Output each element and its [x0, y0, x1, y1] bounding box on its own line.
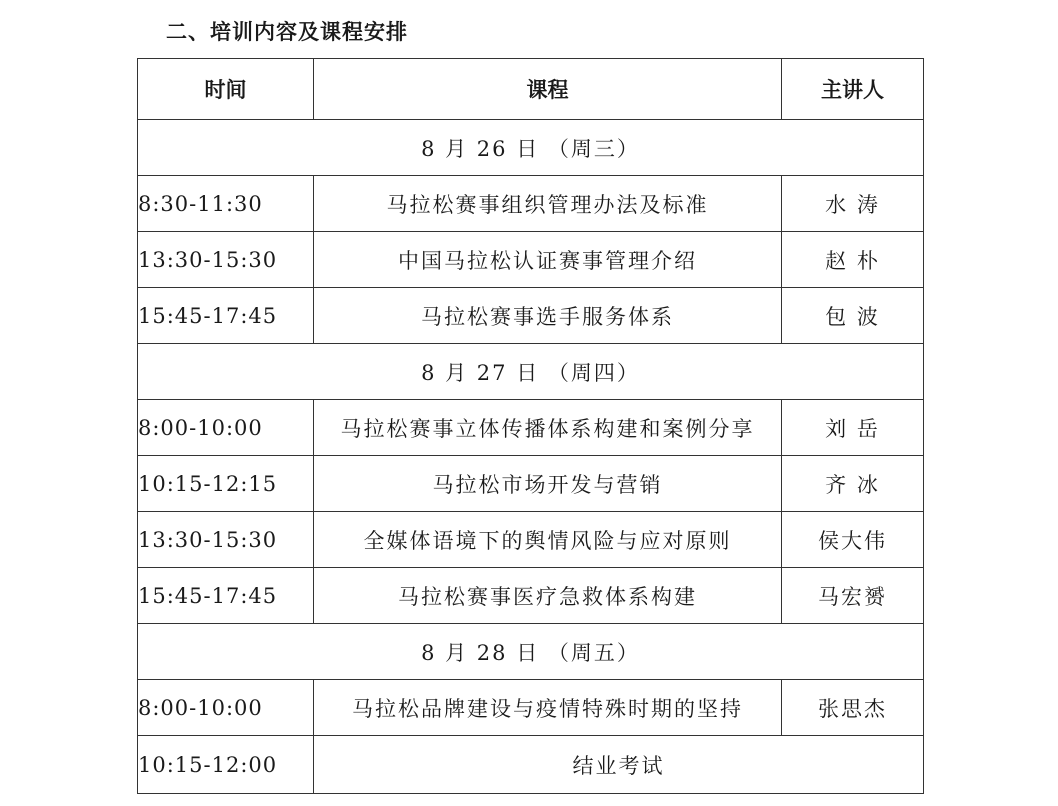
- table-row: [138, 400, 924, 456]
- session-course: 马拉松品牌建设与疫情特殊时期的坚持: [314, 680, 782, 736]
- table-row: [138, 512, 924, 568]
- schedule-table: [137, 58, 924, 794]
- session-course: 马拉松赛事立体传播体系构建和案例分享: [314, 400, 782, 456]
- session-course: 结业考试: [314, 736, 924, 794]
- table-row: [138, 288, 924, 344]
- session-speaker: 侯大伟: [782, 512, 924, 568]
- column-header-time: 时间: [138, 59, 314, 120]
- session-course: 马拉松赛事组织管理办法及标准: [314, 176, 782, 232]
- table-row: [138, 456, 924, 512]
- header-row: [138, 59, 924, 120]
- session-time: 15:45-17:45: [138, 288, 314, 344]
- session-course: 全媒体语境下的舆情风险与应对原则: [314, 512, 782, 568]
- session-speaker: 马宏赟: [782, 568, 924, 624]
- session-speaker: 赵 朴: [782, 232, 924, 288]
- day-label: 8 月 26 日 （周三）: [138, 120, 924, 176]
- day-row: [138, 344, 924, 400]
- session-time: 15:45-17:45: [138, 568, 314, 624]
- session-time: 8:00-10:00: [138, 680, 314, 736]
- session-time: 10:15-12:00: [138, 736, 314, 794]
- session-course: 马拉松赛事医疗急救体系构建: [314, 568, 782, 624]
- session-speaker: 张思杰: [782, 680, 924, 736]
- table-row: [138, 568, 924, 624]
- session-course: 中国马拉松认证赛事管理介绍: [314, 232, 782, 288]
- session-course: 马拉松市场开发与营销: [314, 456, 782, 512]
- session-time: 10:15-12:15: [138, 456, 314, 512]
- column-header-speaker: 主讲人: [782, 59, 924, 120]
- section-heading: 二、培训内容及课程安排: [166, 20, 408, 44]
- session-course: 马拉松赛事选手服务体系: [314, 288, 782, 344]
- day-label: 8 月 27 日 （周四）: [138, 344, 924, 400]
- table-row: [138, 232, 924, 288]
- day-row: [138, 624, 924, 680]
- session-speaker: 刘 岳: [782, 400, 924, 456]
- day-row: [138, 120, 924, 176]
- table-row: [138, 680, 924, 736]
- session-time: 8:30-11:30: [138, 176, 314, 232]
- table-row: [138, 176, 924, 232]
- day-label: 8 月 28 日 （周五）: [138, 624, 924, 680]
- session-time: 13:30-15:30: [138, 232, 314, 288]
- session-speaker: 包 波: [782, 288, 924, 344]
- session-time: 13:30-15:30: [138, 512, 314, 568]
- session-speaker: 齐 冰: [782, 456, 924, 512]
- table-row: [138, 736, 924, 794]
- column-header-course: 课程: [314, 59, 782, 120]
- session-speaker: 水 涛: [782, 176, 924, 232]
- session-time: 8:00-10:00: [138, 400, 314, 456]
